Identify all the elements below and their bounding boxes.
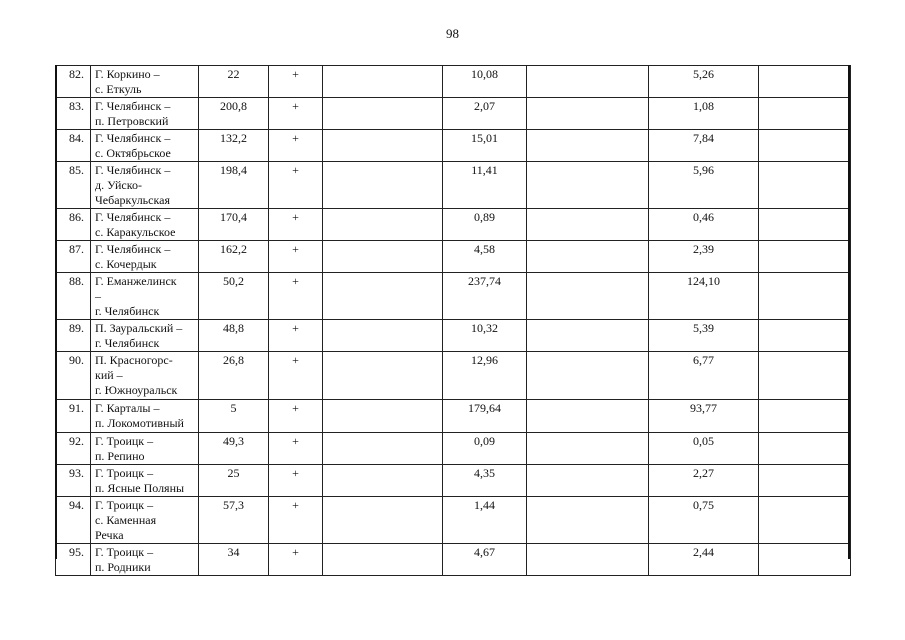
route-name xyxy=(91,320,199,352)
route-name-line: Г. Троицк – xyxy=(95,434,154,448)
empty-cell xyxy=(759,241,851,273)
empty-cell xyxy=(759,544,851,576)
route-name xyxy=(91,544,199,576)
route-mark: + xyxy=(269,273,323,320)
row-number: 92. xyxy=(56,433,91,465)
routes-table xyxy=(55,65,851,576)
table-row xyxy=(56,352,851,400)
route-length: 50,2 xyxy=(199,273,269,320)
route-length: 48,8 xyxy=(199,320,269,352)
empty-cell xyxy=(527,209,649,241)
route-mark: + xyxy=(269,209,323,241)
empty-cell xyxy=(759,162,851,209)
route-length: 198,4 xyxy=(199,162,269,209)
route-name-line: с. Октябрьское xyxy=(95,146,171,160)
route-name-line: Г. Троицк – xyxy=(95,498,154,512)
empty-cell xyxy=(527,433,649,465)
route-mark: + xyxy=(269,162,323,209)
row-number: 83. xyxy=(56,98,91,130)
empty-cell xyxy=(323,465,443,497)
value-2: 5,26 xyxy=(649,66,759,98)
value-2: 5,39 xyxy=(649,320,759,352)
row-number: 87. xyxy=(56,241,91,273)
value-2: 2,44 xyxy=(649,544,759,576)
value-2: 2,27 xyxy=(649,465,759,497)
route-name-line: п. Ясные Поляны xyxy=(95,481,185,495)
empty-cell xyxy=(323,162,443,209)
row-number: 94. xyxy=(56,497,91,544)
route-mark: + xyxy=(269,352,323,400)
value-1: 15,01 xyxy=(443,130,527,162)
route-length: 57,3 xyxy=(199,497,269,544)
route-name-line: – xyxy=(95,289,101,303)
value-1: 1,44 xyxy=(443,497,527,544)
table-row xyxy=(56,544,851,576)
table-row xyxy=(56,98,851,130)
route-name xyxy=(91,241,199,273)
empty-cell xyxy=(323,433,443,465)
route-mark: + xyxy=(269,66,323,98)
table-row xyxy=(56,66,851,98)
row-number: 86. xyxy=(56,209,91,241)
value-2: 0,75 xyxy=(649,497,759,544)
empty-cell xyxy=(759,130,851,162)
value-2: 0,05 xyxy=(649,433,759,465)
route-name-line: Г. Челябинск – xyxy=(95,99,171,113)
route-name xyxy=(91,98,199,130)
value-1: 2,07 xyxy=(443,98,527,130)
route-length: 49,3 xyxy=(199,433,269,465)
route-mark: + xyxy=(269,433,323,465)
empty-cell xyxy=(527,98,649,130)
empty-cell xyxy=(323,98,443,130)
route-name-line: п. Репино xyxy=(95,449,145,463)
value-1: 10,32 xyxy=(443,320,527,352)
row-number: 85. xyxy=(56,162,91,209)
empty-cell xyxy=(323,400,443,433)
route-name-line: Г. Троицк – xyxy=(95,466,154,480)
empty-cell xyxy=(527,497,649,544)
value-2: 93,77 xyxy=(649,400,759,433)
route-length: 162,2 xyxy=(199,241,269,273)
row-number: 91. xyxy=(56,400,91,433)
route-name xyxy=(91,66,199,98)
value-2: 2,39 xyxy=(649,241,759,273)
row-number: 93. xyxy=(56,465,91,497)
route-length: 170,4 xyxy=(199,209,269,241)
empty-cell xyxy=(323,273,443,320)
empty-cell xyxy=(759,433,851,465)
empty-cell xyxy=(527,465,649,497)
route-name-line: Г. Челябинск – xyxy=(95,210,171,224)
value-1: 0,09 xyxy=(443,433,527,465)
empty-cell xyxy=(759,273,851,320)
empty-cell xyxy=(323,209,443,241)
value-2: 0,46 xyxy=(649,209,759,241)
value-1: 12,96 xyxy=(443,352,527,400)
empty-cell xyxy=(527,241,649,273)
route-name xyxy=(91,497,199,544)
value-1: 10,08 xyxy=(443,66,527,98)
route-name-line: п. Петровский xyxy=(95,114,169,128)
table-row xyxy=(56,400,851,433)
route-length: 26,8 xyxy=(199,352,269,400)
row-number: 95. xyxy=(56,544,91,576)
route-name-line: Чебаркульская xyxy=(95,193,170,207)
route-name-line: кий – xyxy=(95,368,123,382)
route-length: 34 xyxy=(199,544,269,576)
route-name xyxy=(91,162,199,209)
empty-cell xyxy=(527,162,649,209)
route-length: 22 xyxy=(199,66,269,98)
route-name xyxy=(91,273,199,320)
route-name xyxy=(91,352,199,400)
route-name xyxy=(91,400,199,433)
row-number: 88. xyxy=(56,273,91,320)
empty-cell xyxy=(759,465,851,497)
empty-cell xyxy=(759,320,851,352)
route-name-line: Г. Еманжелинск xyxy=(95,274,177,288)
table-row xyxy=(56,320,851,352)
route-name-line: с. Кочердык xyxy=(95,257,157,271)
routes-table-body xyxy=(56,66,851,576)
route-name xyxy=(91,130,199,162)
value-1: 4,58 xyxy=(443,241,527,273)
value-2: 6,77 xyxy=(649,352,759,400)
route-name-line: Речка xyxy=(95,528,124,542)
route-mark: + xyxy=(269,98,323,130)
route-name-line: Г. Карталы – xyxy=(95,401,160,415)
route-name-line: П. Красногорс- xyxy=(95,353,173,367)
empty-cell xyxy=(527,352,649,400)
route-name-line: Г. Челябинск – xyxy=(95,131,171,145)
table-row xyxy=(56,130,851,162)
route-length: 132,2 xyxy=(199,130,269,162)
empty-cell xyxy=(759,98,851,130)
value-1: 237,74 xyxy=(443,273,527,320)
route-name-line: П. Зауральский – xyxy=(95,321,183,335)
row-number: 84. xyxy=(56,130,91,162)
route-length: 5 xyxy=(199,400,269,433)
route-name-line: Г. Челябинск – xyxy=(95,242,171,256)
table-row xyxy=(56,162,851,209)
empty-cell xyxy=(759,66,851,98)
route-name-line: с. Каракульское xyxy=(95,225,176,239)
empty-cell xyxy=(323,352,443,400)
page-number: 98 xyxy=(446,26,459,41)
route-name-line: г. Челябинск xyxy=(95,336,160,350)
route-name xyxy=(91,465,199,497)
value-1: 0,89 xyxy=(443,209,527,241)
table-row xyxy=(56,209,851,241)
value-1: 179,64 xyxy=(443,400,527,433)
route-name xyxy=(91,209,199,241)
table-row xyxy=(56,433,851,465)
value-2: 124,10 xyxy=(649,273,759,320)
route-mark: + xyxy=(269,130,323,162)
route-name-line: с. Еткуль xyxy=(95,82,142,96)
empty-cell xyxy=(527,273,649,320)
empty-cell xyxy=(527,320,649,352)
route-name-line: г. Челябинск xyxy=(95,304,160,318)
empty-cell xyxy=(759,209,851,241)
empty-cell xyxy=(527,66,649,98)
table-row xyxy=(56,241,851,273)
route-name-line: г. Южноуральск xyxy=(95,383,178,397)
empty-cell xyxy=(527,130,649,162)
empty-cell xyxy=(323,497,443,544)
empty-cell xyxy=(759,497,851,544)
route-mark: + xyxy=(269,544,323,576)
route-name-line: Г. Троицк – xyxy=(95,545,154,559)
empty-cell xyxy=(527,544,649,576)
empty-cell xyxy=(759,400,851,433)
route-mark: + xyxy=(269,465,323,497)
empty-cell xyxy=(323,66,443,98)
route-mark: + xyxy=(269,320,323,352)
route-name xyxy=(91,433,199,465)
route-name-line: Г. Коркино – xyxy=(95,67,160,81)
table-row xyxy=(56,497,851,544)
route-name-line: п. Родники xyxy=(95,560,151,574)
row-number: 89. xyxy=(56,320,91,352)
table-row xyxy=(56,273,851,320)
empty-cell xyxy=(323,241,443,273)
route-name-line: д. Уйско- xyxy=(95,178,142,192)
value-1: 11,41 xyxy=(443,162,527,209)
value-1: 4,67 xyxy=(443,544,527,576)
route-mark: + xyxy=(269,400,323,433)
value-1: 4,35 xyxy=(443,465,527,497)
route-name-line: п. Локомотивный xyxy=(95,416,184,430)
route-mark: + xyxy=(269,497,323,544)
row-number: 90. xyxy=(56,352,91,400)
route-name-line: с. Каменная xyxy=(95,513,157,527)
value-2: 1,08 xyxy=(649,98,759,130)
table-row xyxy=(56,465,851,497)
value-2: 5,96 xyxy=(649,162,759,209)
empty-cell xyxy=(323,320,443,352)
row-number: 82. xyxy=(56,66,91,98)
route-length: 200,8 xyxy=(199,98,269,130)
empty-cell xyxy=(759,352,851,400)
route-name-line: Г. Челябинск – xyxy=(95,163,171,177)
route-length: 25 xyxy=(199,465,269,497)
empty-cell xyxy=(323,130,443,162)
value-2: 7,84 xyxy=(649,130,759,162)
empty-cell xyxy=(527,400,649,433)
empty-cell xyxy=(323,544,443,576)
route-mark: + xyxy=(269,241,323,273)
